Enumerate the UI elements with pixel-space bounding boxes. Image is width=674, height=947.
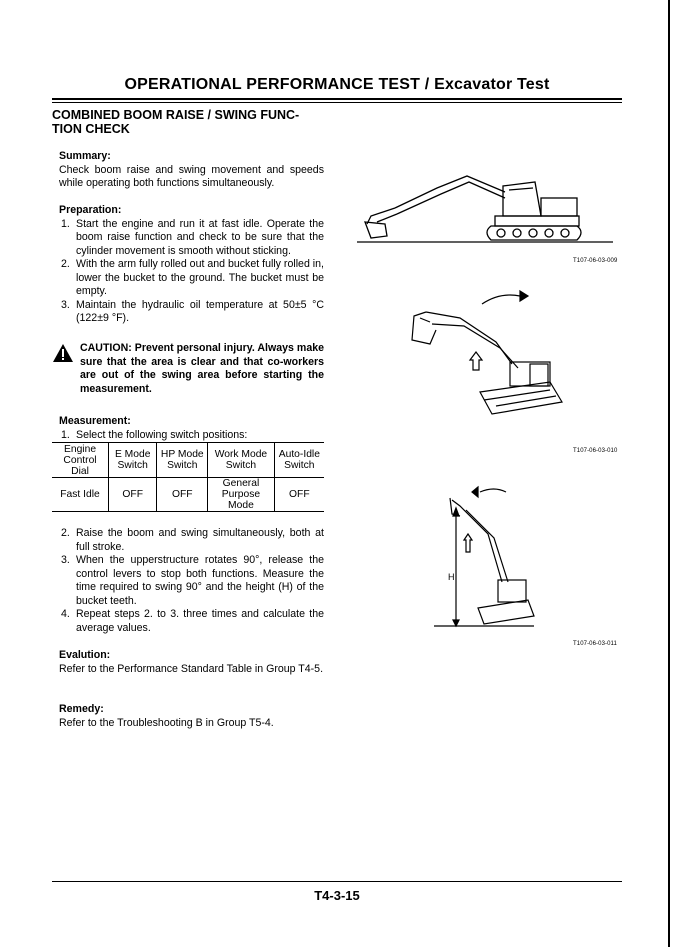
caution-block (52, 342, 324, 396)
table-header-row (52, 443, 324, 478)
warning-triangle-icon (52, 343, 74, 363)
list-item (59, 554, 324, 608)
table-header-cell: Auto-Idle Switch (274, 443, 324, 478)
measurement-steps (59, 527, 324, 635)
step-text: Repeat steps 2. to 3. three times and calculate the average values. (76, 608, 324, 634)
evaluation-block (59, 649, 324, 676)
preparation-steps (59, 218, 324, 326)
table-header-cell: Work Mode Switch (208, 443, 274, 478)
excavator-swing-figure (400, 282, 570, 442)
excavator-side-view-figure (355, 168, 615, 248)
table-row (52, 478, 324, 512)
list-item (59, 299, 324, 326)
step-number: 3. (61, 298, 70, 311)
table-cell: General Purpose Mode (208, 478, 274, 512)
preparation-heading: Preparation: (59, 204, 122, 216)
section-title-line2: TION CHECK (52, 122, 130, 136)
step-number: 2. (61, 527, 70, 539)
list-item (59, 218, 324, 259)
list-item (59, 608, 324, 635)
page-edge (668, 0, 670, 947)
switch-table-wrap (52, 442, 324, 512)
caution-text: CAUTION: Prevent personal injury. Always make sure that the area is clear and that co-workers are out of the swing area before starting the measurement. (80, 342, 324, 395)
measurement-step-1 (59, 429, 324, 443)
step-number: 1. (61, 428, 70, 441)
evaluation-text: Refer to the Performance Standard Table in Group T4-5. (59, 662, 324, 675)
figure-caption: T107-06-03-010 (573, 448, 618, 454)
step-text: Raise the boom and swing simultaneously, both at full stroke. (76, 527, 324, 553)
remedy-text: Refer to the Troubleshooting B in Group T5-4. (59, 716, 274, 729)
step-number: 2. (61, 258, 70, 270)
evaluation-heading: Evalution: (59, 649, 111, 661)
table-header-cell: HP Mode Switch (157, 443, 208, 478)
preparation-block (59, 204, 324, 326)
remedy-block (59, 703, 324, 730)
footer-rule (52, 881, 622, 882)
summary-text: Check boom raise and swing movement and speeds while operating both functions simultaneously. (59, 163, 324, 189)
table-cell: OFF (109, 478, 157, 512)
step-text: Select the following switch positions: (76, 428, 248, 441)
list-item (59, 258, 324, 299)
table-header-cell: Engine Control Dial (63, 443, 97, 477)
header-rule-thin (52, 102, 622, 103)
page-number: T4-3-15 (314, 888, 360, 903)
excavator-height-figure (430, 476, 540, 630)
remedy-heading: Remedy: (59, 703, 104, 715)
header-rule (52, 98, 622, 100)
step-text: Maintain the hydraulic oil temperature at 50±5 °C (122±9 °F). (76, 298, 324, 324)
table-header-cell: E Mode Switch (109, 443, 157, 478)
measurement-block (59, 415, 324, 442)
list-item (59, 527, 324, 554)
table-cell: OFF (274, 478, 324, 512)
table-cell: Fast Idle (60, 489, 100, 500)
summary-block (59, 150, 324, 191)
page-header: OPERATIONAL PERFORMANCE TEST / Excavator Test (124, 76, 550, 93)
height-label: H (448, 572, 455, 582)
section-title-line1: COMBINED BOOM RAISE / SWING FUNC- (52, 108, 300, 122)
list-item (59, 429, 324, 443)
step-number: 4. (61, 608, 70, 620)
step-number: 1. (61, 217, 70, 230)
figure-caption: T107-06-03-011 (573, 641, 617, 647)
section-title (52, 108, 332, 136)
summary-heading: Summary: (59, 150, 111, 162)
measurement-heading: Measurement: (59, 415, 131, 427)
switch-position-table (52, 442, 324, 512)
step-text: When the upperstructure rotates 90°, release the control levers to stop both functions. Measure the time required to swing 90° and the height (H) of the bucket teeth. (76, 554, 324, 607)
table-cell: OFF (157, 478, 208, 512)
step-text: With the arm fully rolled out and bucket fully rolled in, lower the bucket to the ground. The bucket must be empty. (76, 258, 324, 297)
measurement-steps-block (59, 527, 324, 635)
step-text: Start the engine and run it at fast idle. Operate the boom raise function and check to be sure that the cylinder movement is smooth without sticking. (76, 217, 324, 257)
figure-caption: T107-06-03-009 (573, 258, 618, 264)
step-number: 3. (61, 554, 70, 566)
